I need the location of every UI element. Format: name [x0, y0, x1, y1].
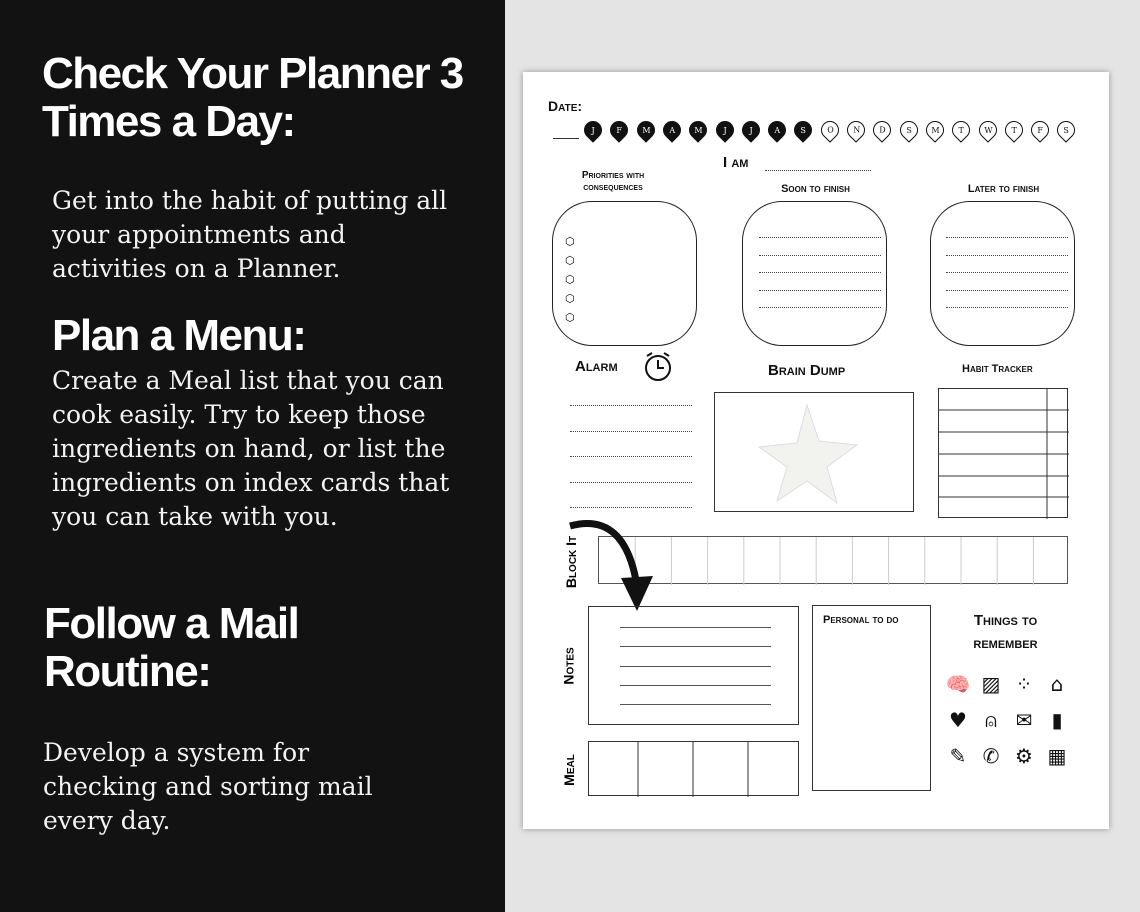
notes-label: Notes [560, 647, 577, 685]
later-label: Later to finish [967, 183, 1040, 195]
alarm-clock-icon [642, 350, 674, 384]
date-circle-letter: T [958, 125, 964, 135]
curved-arrow-icon [565, 516, 655, 616]
paragraph-check-planner: Get into the habit of putting all your appointments and activities on a Planner. [52, 186, 448, 283]
date-circle-letter: M [694, 125, 703, 135]
date-circle [975, 117, 1000, 142]
heading-check-planner: Check Your Planner 3 Times a Day: [42, 49, 463, 146]
alarm-label: Alarm [575, 358, 618, 375]
tooth-icon: ⍝ [985, 708, 997, 732]
date-circle [764, 117, 789, 142]
dotted-line [946, 307, 1068, 308]
date-circle [948, 117, 973, 142]
note-pen-icon: ✎ [949, 744, 967, 768]
star-icon [715, 393, 915, 513]
date-circle-letter: S [1063, 125, 1070, 135]
date-line [553, 138, 579, 139]
brain-dump-label: Brain Dump [768, 362, 846, 379]
date-circle-letter: D [879, 125, 886, 135]
date-circle [580, 117, 605, 142]
date-circle-letter: J [591, 125, 595, 135]
date-circle [922, 117, 947, 142]
note-line [620, 646, 771, 647]
date-circle-letter: J [722, 125, 727, 135]
gears-icon: ⚙ [1015, 744, 1033, 768]
alarm-line [570, 507, 692, 508]
house-icon: ⌂ [1050, 672, 1064, 696]
paragraph-plan-menu: Create a Meal list that you can cook easily. Try to keep those ingredients on hand, or list the ingredients on index cards that you can take with you. [52, 366, 450, 531]
i-am-label: I am [723, 154, 749, 171]
date-circle [1027, 117, 1052, 142]
date-circle [607, 117, 632, 142]
block-it-label: Block It [563, 535, 580, 589]
personal-to-do-box [812, 605, 931, 791]
priorities-label: Priorities with consequences [581, 170, 645, 193]
left-panel [0, 0, 505, 912]
date-label: Date: [548, 98, 583, 114]
date-circle-letter: W [983, 125, 992, 135]
note-line [620, 685, 771, 686]
date-circle-letter: F [616, 125, 623, 135]
envelope-icon: ✉ [1015, 708, 1033, 732]
alarm-line [570, 431, 692, 432]
calendar-icon: ▦ [1047, 744, 1067, 768]
book-icon: ▮ [1051, 708, 1063, 732]
dotted-line [759, 290, 881, 291]
date-circle-letter: M [930, 125, 939, 135]
date-circle-letter: J [749, 125, 753, 135]
priorities-box [552, 201, 697, 346]
phone-icon: ✆ [982, 744, 1000, 768]
date-circle-letter: S [800, 125, 807, 135]
stripes-icon: ▨ [981, 672, 1001, 696]
heading-mail-routine: Follow a Mail Routine: [44, 599, 299, 696]
date-circle [633, 117, 658, 142]
date-circle [685, 117, 710, 142]
date-circle [791, 117, 816, 142]
habit-tracker-label: Habit Tracker [962, 363, 1033, 375]
heart-icon: ♥ [949, 708, 967, 732]
note-line [620, 666, 771, 667]
date-circle [817, 117, 842, 142]
date-circle [1001, 117, 1026, 142]
hexagon-bullets: ⬡ ⬡ ⬡ ⬡ ⬡ [565, 235, 575, 324]
date-circle-letter: F [1037, 125, 1043, 135]
date-circle [738, 117, 763, 142]
later-box [930, 201, 1075, 346]
meal-grid [588, 741, 799, 796]
dotted-line [759, 307, 881, 308]
brain-dump-box [714, 392, 914, 512]
date-circle [843, 117, 868, 142]
brain-icon: 🧠 [945, 672, 971, 696]
alarm-line [570, 482, 692, 483]
personal-to-do-label: Personal to do [823, 614, 899, 626]
alarm-line [570, 456, 692, 457]
meal-label: Meal [560, 754, 577, 786]
things-to-remember-label: Things to remember [973, 612, 1038, 652]
dotted-line [759, 237, 881, 238]
dotted-line [759, 255, 881, 256]
paragraph-mail-routine: Develop a system for checking and sorting mail every day. [43, 738, 373, 835]
alarm-line [570, 405, 692, 406]
note-line [620, 704, 771, 705]
date-circle [896, 117, 921, 142]
date-circle-letter: A [669, 125, 675, 135]
note-line [620, 627, 771, 628]
block-it-strip [598, 536, 1068, 584]
habit-tracker-grid [938, 388, 1068, 518]
date-circle-letter: S [905, 125, 912, 135]
date-circle [659, 117, 684, 142]
date-circle-letter: N [852, 125, 860, 135]
i-am-line [765, 170, 871, 171]
date-circle [870, 117, 895, 142]
date-circle-letter: T [1011, 125, 1017, 135]
dotted-line [946, 255, 1068, 256]
dotted-line [946, 237, 1068, 238]
pills-icon: ⁘ [1015, 672, 1033, 696]
date-circle-letter: O [826, 125, 833, 135]
heading-plan-menu: Plan a Menu: [52, 311, 306, 360]
date-circle-letter: A [774, 125, 780, 135]
date-circle [1054, 117, 1079, 142]
dotted-line [946, 290, 1068, 291]
date-circle [712, 117, 737, 142]
soon-label: Soon to finish [781, 183, 850, 195]
planner-page [523, 72, 1109, 829]
date-circle-letter: M [641, 125, 650, 135]
dotted-line [946, 272, 1068, 273]
soon-box [742, 201, 887, 346]
dotted-line [759, 272, 881, 273]
